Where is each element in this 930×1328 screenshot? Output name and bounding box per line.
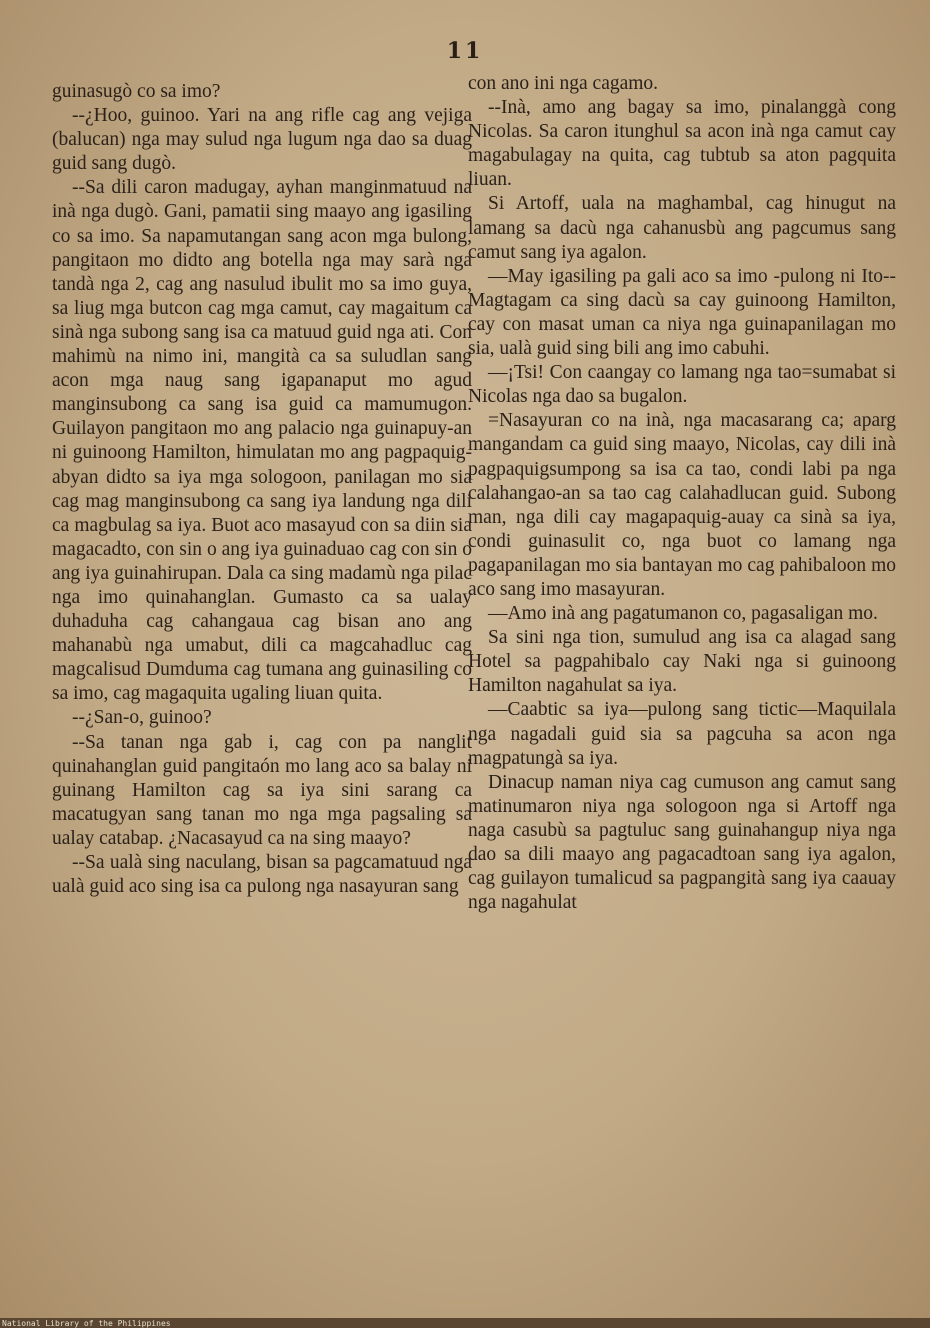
paragraph: --Sa tanan nga gab i, cag con pa nanglit quinahanglan guid pangitaón mo lang aco sa balay ni guinang Hamilton cag sa iya sini sarang ca macatugyan sang tanan mo nga mga pagsaling sa ualay catabap. ¿Nacasayud ca na sing maayo? [52,731,472,849]
paragraph: guinasugò co sa imo? [52,81,221,102]
paragraph: --Inà, amo ang bagay sa imo, pinalanggà cong Nicolas. Sa caron itunghul sa acon inà nga camut cay magabulagay na quita, cag tubtub sa aton pagquita liuan. [468,97,896,191]
page-number: 11 [446,38,484,64]
paragraph: Dinacup naman niya cag cumuson ang camut sang matinumaron niya nga sologoon nga si Artoff nga naga casubù sa pagtuluc sang guinahangup niya nga dao sa dili maayo ang pagacadtoan sang iya agalon, cag guilayon tumalicud sa pagpangità sang iya caauay nga nagahulat [468,771,896,914]
paragraph: —¡Tsi! Con caangay co lamang nga tao=sumabat si Nicolas nga dao sa bugalon. [468,362,896,408]
paragraph: —Caabtic sa iya—pulong sang tictic—Maquilala nga nagadali guid sia sa pagcuha sa acon nga magpatungà sa iya. [468,699,896,769]
paragraph: --¿San-o, guinoo? [72,707,212,729]
left-text-column [52,80,472,899]
right-text-column [468,72,896,915]
paragraph: —Amo inà ang pagatumanon co, pagasaligan mo. [488,603,878,625]
paragraph: =Nasayuran co na inà, nga macasarang ca; aparg mangandam ca guid sing maayo, Nicolas, cay dili inà pagpaquigsumpong sa isa ca tao, condi labi pa nga calahangao-an sa tao cag calahadlucan guid. Subong man, nga dili cay magapaquig-auay ca sinà sa iya, condi guinasulit co, nga buot co lamang nga pagapanilagan mo sia bantayan mo cag pahibaloon mo aco sang imo masayuran. [468,410,896,600]
paragraph: —May igasiling pa gali aco sa imo -pulong ni Ito--Magtagam ca sing dacù sa cay guinoong Hamilton, cay con masat uman ca niya nga guinapanilagan mo sia, ualà guid sing bili ang imo cabuhi. [468,265,896,360]
paragraph: --¿Hoo, guinoo. Yari na ang rifle cag ang vejiga (balucan) nga may sulud nga lugum nga dao sa duag guid sang dugò. [52,105,472,175]
footer-credit: National Library of the Philippines [2,1319,171,1328]
paragraph: --Sa dili caron madugay, ayhan manginmatuud na inà nga dugò. Gani, pamatii sing maayo ang igasiling co sa imo. Sa napamutangan sang acon mga bulong, pangitaon mo didto ang botella nga may sarà nga tandà nga 2, cag ang nasulud ibulit mo sa imo guya, sa liug mga butcon cag mga camut, cay magaitum ca sinà nga subong sang isa ca matuud guid nga ati. Con mahimù na nimo ini, mangità ca sa suludlan sang acon mga naug sang igapanaput mo agud manginsubong ca sang isa guid ca mamumugon. Guilayon pangitaon mo ang palacio nga guinapuy-an ni guinoong Hamilton, himulatan mo ang pagpaquig-abyan didto sa iya mga sologoon, panilagan mo sia cag mag manginsubong ca sang iya landung nga dili ca magbulag sa iya. Buot aco masayud con sa diin sia magacadto, con sin o ang iya guinaduao cag con sin o ang iya guinahirupan. Dala ca sing madamù nga pilac nga imo quinahanglan. Gumasto ca sa ualay duhaduha cag cahangaua cag bisan ano ang mahanabù nga umabut, dili ca magcahadluc cag magcalisud Dumduma cag tumana ang guinasiling co sa imo, cag magaquita ugaling liuan quita. [52,177,472,705]
paragraph: con ano ini nga cagamo. [468,73,659,94]
paragraph: Sa sini nga tion, sumulud ang isa ca alagad sang Hotel sa pagpahibalo cay Naki nga si guinoong Hamilton nagahulat sa iya. [468,627,896,697]
paragraph: --Sa ualà sing naculang, bisan sa pagcamatuud nga ualà guid aco sing isa ca pulong nga nasayuran sang [52,852,472,898]
paragraph: Si Artoff, uala na maghambal, cag hinugut na lamang sa dacù nga cahanusbù ang pagcumus sang camut sang iya agalon. [468,193,896,263]
